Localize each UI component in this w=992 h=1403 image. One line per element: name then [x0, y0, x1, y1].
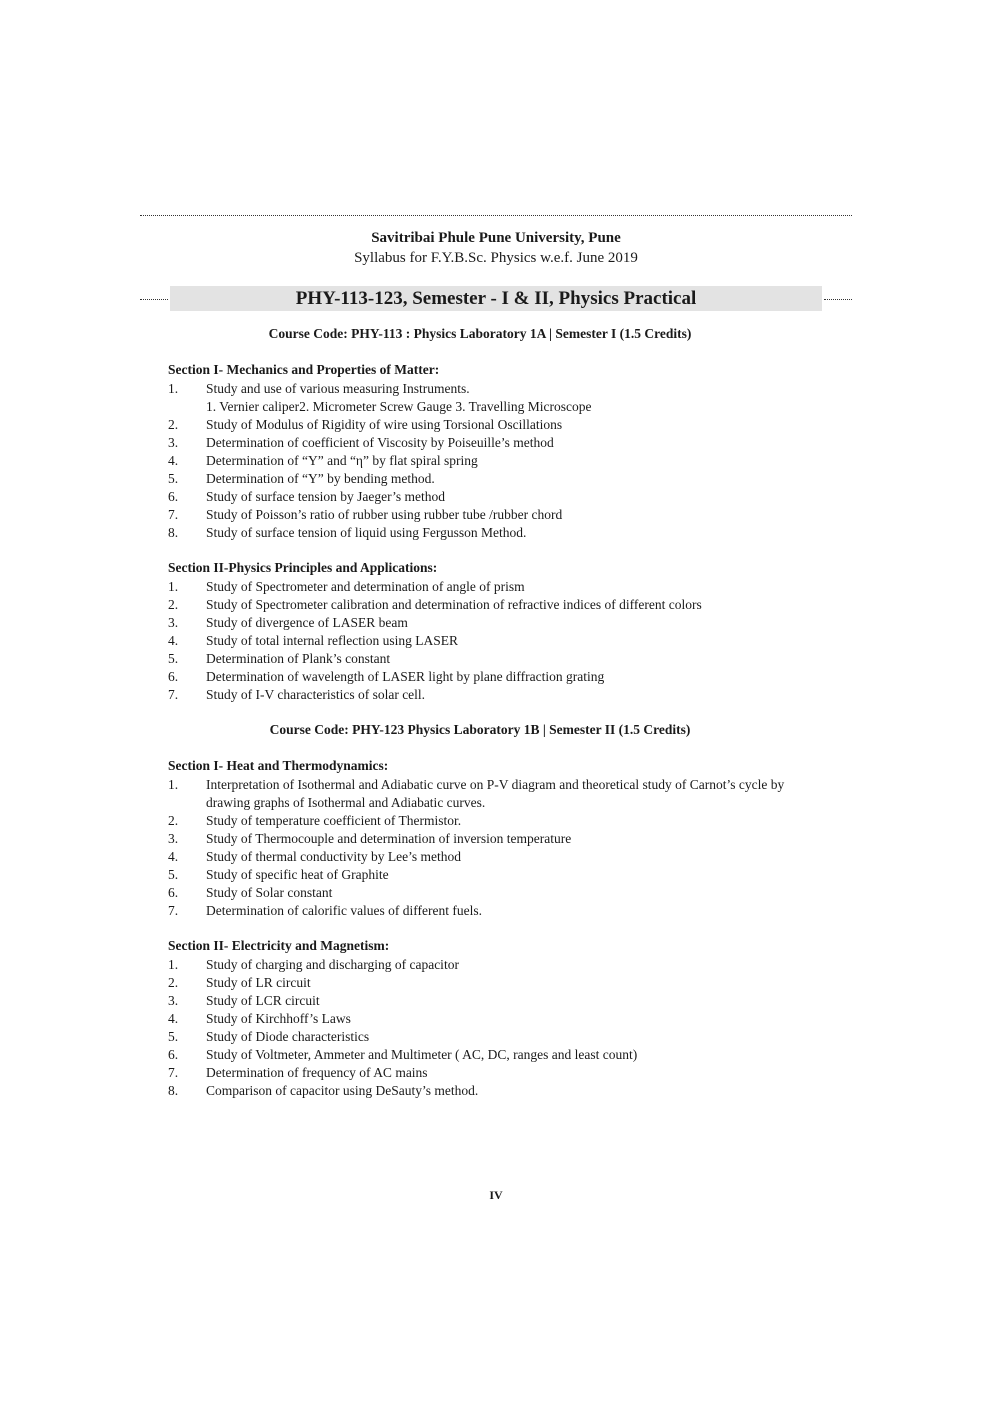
- list-item: [168, 614, 818, 632]
- item-text-block: [206, 992, 818, 1010]
- list-item: [168, 650, 818, 668]
- item-number: 6.: [168, 885, 179, 900]
- banner-dotted-rule-left: [140, 299, 168, 300]
- list-item: [168, 380, 818, 416]
- item-number: 4.: [168, 453, 179, 468]
- item-text: Determination of wavelength of LASER light by plane diffraction grating: [206, 669, 605, 684]
- list-item: [168, 884, 818, 902]
- item-text-block: [206, 380, 818, 416]
- item-text: Study of total internal reflection using LASER: [206, 633, 458, 648]
- list-item: [168, 830, 818, 848]
- item-text-block: [206, 1046, 818, 1064]
- item-number: 1.: [168, 957, 179, 972]
- list-item: [168, 524, 818, 542]
- item-text: Study of Spectrometer and determination of angle of prism: [206, 579, 525, 594]
- item-text-block: [206, 974, 818, 992]
- list-item: [168, 596, 818, 614]
- item-text: Study of Modulus of Rigidity of wire using Torsional Oscillations: [206, 417, 563, 432]
- syllabus-subtitle: Syllabus for F.Y.B.Sc. Physics w.e.f. June 2019: [354, 250, 638, 266]
- item-text: Interpretation of Isothermal and Adiabatic curve on P-V diagram and theoretical study of Carnot’s cycle by drawing graphs of Isothermal and Adiabatic curves.: [206, 777, 785, 810]
- course-title-phy113: Course Code: PHY-113 : Physics Laboratory 1A | Semester I (1.5 Credits): [268, 326, 692, 341]
- item-text: Study of charging and discharging of capacitor: [206, 957, 459, 972]
- item-text: Study of Spectrometer calibration and determination of refractive indices of different colors: [206, 597, 702, 612]
- item-number: 5.: [168, 1029, 179, 1044]
- item-number: 7.: [168, 507, 179, 522]
- list-item: [168, 416, 818, 434]
- item-text-block: [206, 902, 818, 920]
- list-item: [168, 686, 818, 704]
- item-number: 4.: [168, 633, 179, 648]
- item-subtext: 1. Vernier caliper2. Micrometer Screw Gauge 3. Travelling Microscope: [206, 399, 592, 414]
- item-text: Study of LCR circuit: [206, 993, 320, 1008]
- item-text: Determination of Plank’s constant: [206, 651, 391, 666]
- item-number: 7.: [168, 687, 179, 702]
- item-number: 3.: [168, 435, 179, 450]
- item-number: 6.: [168, 669, 179, 684]
- item-text-block: [206, 1082, 818, 1100]
- item-number: 8.: [168, 525, 179, 540]
- list-item: [168, 470, 818, 488]
- item-number: 2.: [168, 813, 179, 828]
- item-number: 4.: [168, 1011, 179, 1026]
- item-text: Determination of “Y” and “η” by flat spiral spring: [206, 453, 478, 468]
- list-item: [168, 1010, 818, 1028]
- item-text-block: [206, 596, 818, 614]
- item-text: Study of temperature coefficient of Thermistor.: [206, 813, 462, 828]
- list-item: [168, 812, 818, 830]
- item-text: Study of Solar constant: [206, 885, 333, 900]
- item-number: 2.: [168, 597, 179, 612]
- item-text-block: [206, 812, 818, 830]
- item-text: Study of Diode characteristics: [206, 1029, 370, 1044]
- item-number: 5.: [168, 471, 179, 486]
- item-number: 1.: [168, 381, 179, 396]
- item-text: Determination of calorific values of different fuels.: [206, 903, 483, 918]
- item-text-block: [206, 488, 818, 506]
- item-text-block: [206, 686, 818, 704]
- item-text-block: [206, 632, 818, 650]
- banner-dotted-rule-right: [824, 299, 852, 300]
- item-number: 3.: [168, 831, 179, 846]
- item-text: Study of I-V characteristics of solar cell.: [206, 687, 426, 702]
- item-list: [168, 956, 818, 1100]
- item-text: Study of surface tension by Jaeger’s method: [206, 489, 445, 504]
- item-text: Study of Voltmeter, Ammeter and Multimeter ( AC, DC, ranges and least count): [206, 1047, 638, 1062]
- list-item: [168, 1082, 818, 1100]
- item-number: 5.: [168, 651, 179, 666]
- list-item: [168, 956, 818, 974]
- item-text-block: [206, 1064, 818, 1082]
- item-list: [168, 578, 818, 704]
- list-item: [168, 488, 818, 506]
- list-item: [168, 902, 818, 920]
- item-text-block: [206, 524, 818, 542]
- item-text-block: [206, 416, 818, 434]
- item-text-block: [206, 650, 818, 668]
- item-number: 6.: [168, 489, 179, 504]
- top-dotted-rule: [140, 215, 852, 216]
- item-text: Determination of “Y” by bending method.: [206, 471, 435, 486]
- item-text: Study and use of various measuring Instruments.: [206, 381, 470, 396]
- item-number: 4.: [168, 849, 179, 864]
- item-text-block: [206, 506, 818, 524]
- item-number: 8.: [168, 1083, 179, 1098]
- list-item: [168, 578, 818, 596]
- list-item: [168, 452, 818, 470]
- item-text: Determination of coefficient of Viscosity by Poiseuille’s method: [206, 435, 554, 450]
- list-item: [168, 1028, 818, 1046]
- list-item: [168, 632, 818, 650]
- list-item: [168, 776, 818, 812]
- item-text: Study of surface tension of liquid using Fergusson Method.: [206, 525, 527, 540]
- item-text-block: [206, 848, 818, 866]
- list-item: [168, 848, 818, 866]
- item-text-block: [206, 1028, 818, 1046]
- item-number: 3.: [168, 615, 179, 630]
- item-list: [168, 776, 818, 920]
- item-text-block: [206, 866, 818, 884]
- item-number: 2.: [168, 417, 179, 432]
- item-text-block: [206, 884, 818, 902]
- section-title: Section II-Physics Principles and Applications:: [168, 560, 438, 575]
- list-item: [168, 992, 818, 1010]
- university-name: Savitribai Phule Pune University, Pune: [371, 230, 621, 246]
- list-item: [168, 506, 818, 524]
- item-number: 2.: [168, 975, 179, 990]
- list-item: [168, 434, 818, 452]
- item-text-block: [206, 830, 818, 848]
- item-text-block: [206, 470, 818, 488]
- list-item: [168, 668, 818, 686]
- item-text-block: [206, 956, 818, 974]
- course-title-phy123: Course Code: PHY-123 Physics Laboratory 1B | Semester II (1.5 Credits): [269, 722, 691, 737]
- item-text: Study of divergence of LASER beam: [206, 615, 408, 630]
- item-number: 3.: [168, 993, 179, 1008]
- item-number: 6.: [168, 1047, 179, 1062]
- item-text: Study of LR circuit: [206, 975, 311, 990]
- item-text-block: [206, 452, 818, 470]
- list-item: [168, 974, 818, 992]
- page-number: IV: [489, 1188, 503, 1202]
- list-item: [168, 866, 818, 884]
- item-number: 5.: [168, 867, 179, 882]
- item-text-block: [206, 434, 818, 452]
- item-text: Determination of frequency of AC mains: [206, 1065, 428, 1080]
- item-text-block: [206, 668, 818, 686]
- item-text: Comparison of capacitor using DeSauty’s method.: [206, 1083, 479, 1098]
- list-item: [168, 1064, 818, 1082]
- item-number: 7.: [168, 903, 179, 918]
- item-list: [168, 380, 818, 542]
- item-text: Study of Poisson’s ratio of rubber using rubber tube /rubber chord: [206, 507, 563, 522]
- section-title: Section II- Electricity and Magnetism:: [168, 938, 390, 953]
- item-number: 1.: [168, 777, 179, 792]
- item-text: Study of thermal conductivity by Lee’s method: [206, 849, 461, 864]
- item-text-block: [206, 1010, 818, 1028]
- item-text: Study of Kirchhoff’s Laws: [206, 1011, 351, 1026]
- item-text-block: [206, 776, 818, 812]
- list-item: [168, 1046, 818, 1064]
- item-text: Study of specific heat of Graphite: [206, 867, 389, 882]
- item-text-block: [206, 614, 818, 632]
- item-text-block: [206, 578, 818, 596]
- item-text: Study of Thermocouple and determination of inversion temperature: [206, 831, 572, 846]
- item-number: 1.: [168, 579, 179, 594]
- item-number: 7.: [168, 1065, 179, 1080]
- section-title: Section I- Mechanics and Properties of Matter:: [168, 362, 440, 377]
- section-title: Section I- Heat and Thermodynamics:: [168, 758, 389, 773]
- banner-title: PHY-113-123, Semester - I & II, Physics Practical: [170, 286, 822, 311]
